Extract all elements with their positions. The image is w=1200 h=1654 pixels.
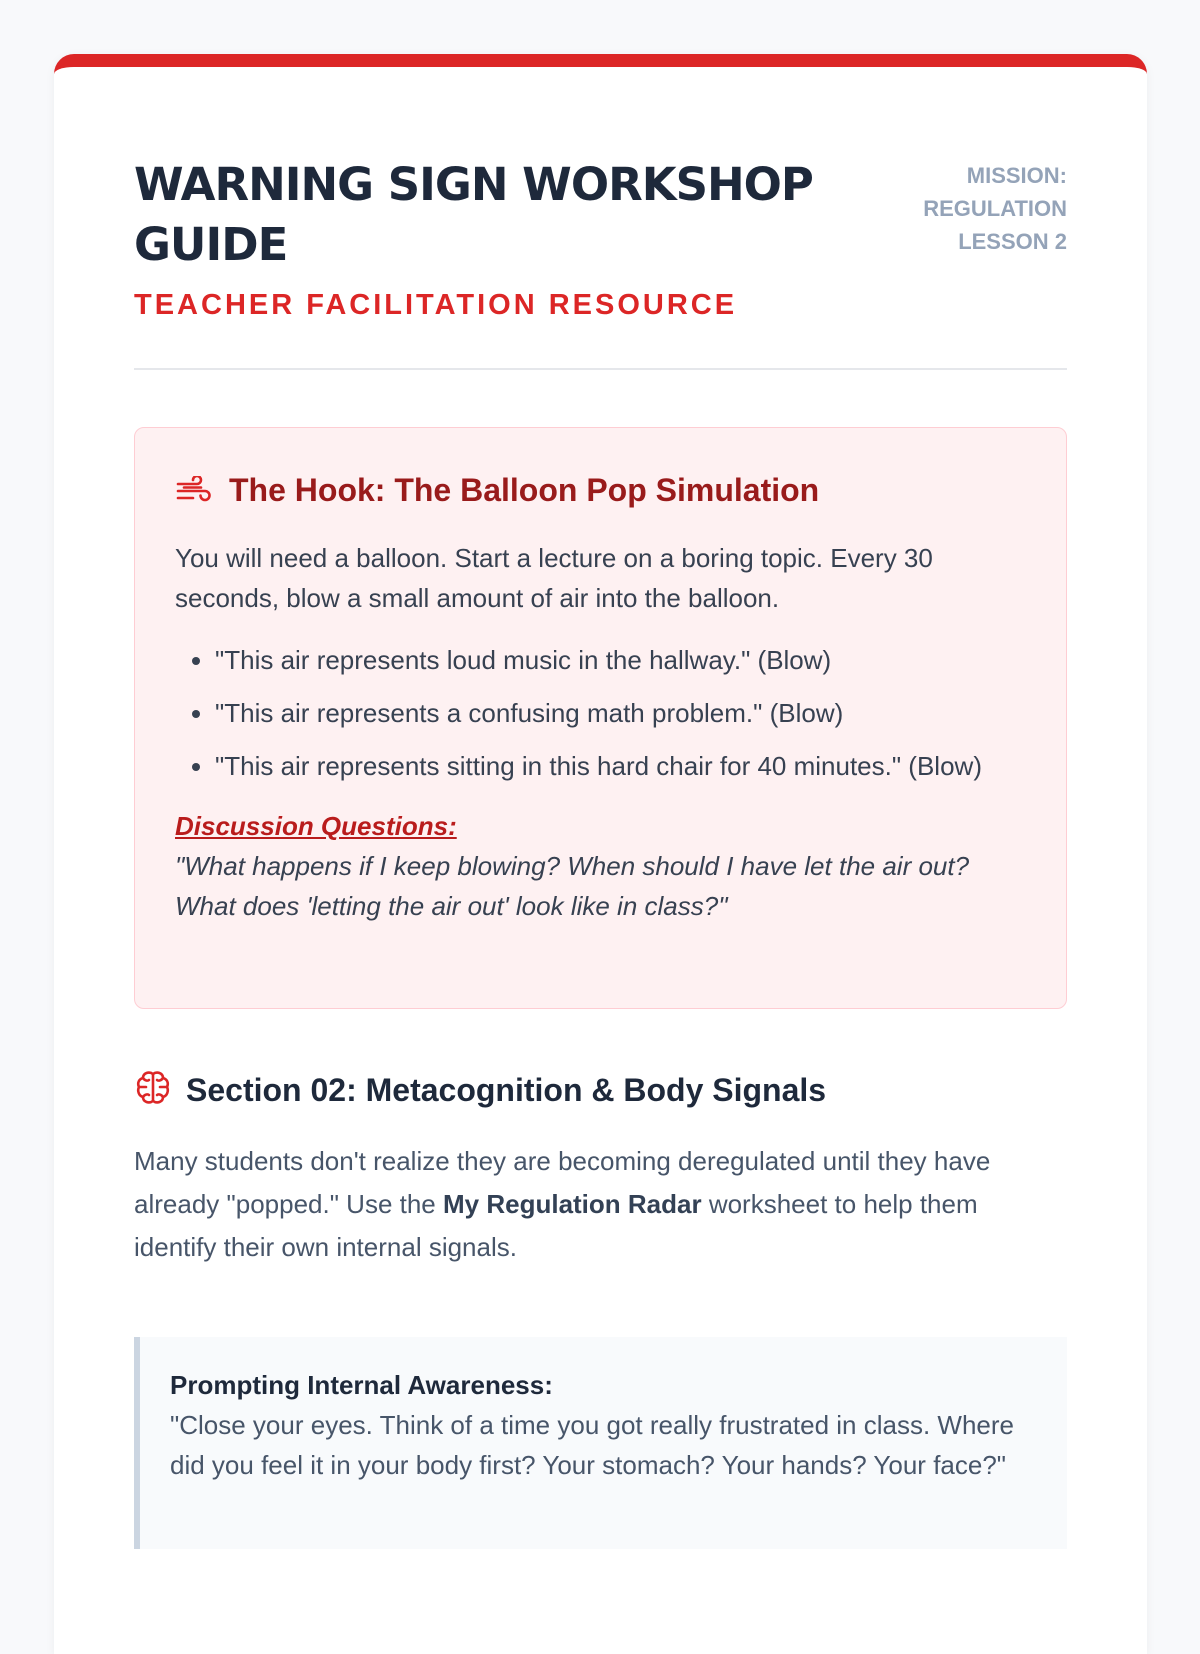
hook-title: The Hook: The Balloon Pop Simulation bbox=[229, 472, 820, 508]
page-header bbox=[134, 67, 1067, 367]
section-text-start: Many students don't realize they are becoming deregulated until they have already "popped." Use the bbox=[134, 1146, 991, 1219]
discussion-label: Discussion Questions: bbox=[175, 811, 457, 841]
card-content bbox=[134, 67, 1067, 1480]
callout-label: Prompting Internal Awareness: bbox=[170, 1370, 553, 1400]
page-subtitle: TEACHER FACILITATION RESOURCE bbox=[134, 289, 738, 321]
hook-heading bbox=[175, 472, 819, 509]
section-text bbox=[134, 1140, 1067, 1269]
section-metacognition bbox=[134, 1069, 1067, 1269]
list-item: • "This air represents sitting in this hard chair for 40 minutes." (Blow) bbox=[215, 746, 1026, 786]
discussion-text: "What happens if I keep blowing? When should I have let the air out? What does 'letting the air out' look like in class?" bbox=[175, 851, 970, 921]
brain-icon bbox=[134, 1069, 172, 1112]
worksheet-name: My Regulation Radar bbox=[443, 1189, 702, 1219]
section-text-end: worksheet to help them identify their own internal signals. bbox=[134, 1189, 978, 1262]
callout-text: "Close your eyes. Think of a time you got really frustrated in class. Where did you feel it in your body first? Your stomach? Your hands? Your face?" bbox=[170, 1410, 1014, 1480]
section-title: Section 02: Metacognition & Body Signals bbox=[186, 1072, 827, 1108]
mission-line: REGULATION bbox=[923, 196, 1067, 221]
mission-line: LESSON 2 bbox=[958, 229, 1067, 254]
page-title: WARNING SIGN WORKSHOP GUIDE bbox=[134, 158, 813, 271]
hook-box bbox=[134, 427, 1067, 1009]
wind-icon bbox=[175, 476, 215, 506]
mission-line: MISSION: bbox=[966, 163, 1067, 188]
list-item: • "This air represents a confusing math problem." (Blow) bbox=[215, 693, 1026, 733]
callout-box bbox=[134, 1337, 1067, 1549]
list-item: • "This air represents loud music in the hallway." (Blow) bbox=[215, 640, 1026, 680]
section-heading bbox=[134, 1069, 1067, 1112]
header-divider bbox=[134, 368, 1067, 370]
mission-label bbox=[923, 159, 1067, 258]
hook-list bbox=[175, 640, 1026, 786]
guide-card bbox=[54, 54, 1147, 1654]
hook-body bbox=[175, 538, 1026, 926]
hook-intro: You will need a balloon. Start a lecture on a boring topic. Every 30 seconds, blow a small amount of air into the balloon. bbox=[175, 543, 933, 613]
discussion-block bbox=[175, 806, 1026, 926]
